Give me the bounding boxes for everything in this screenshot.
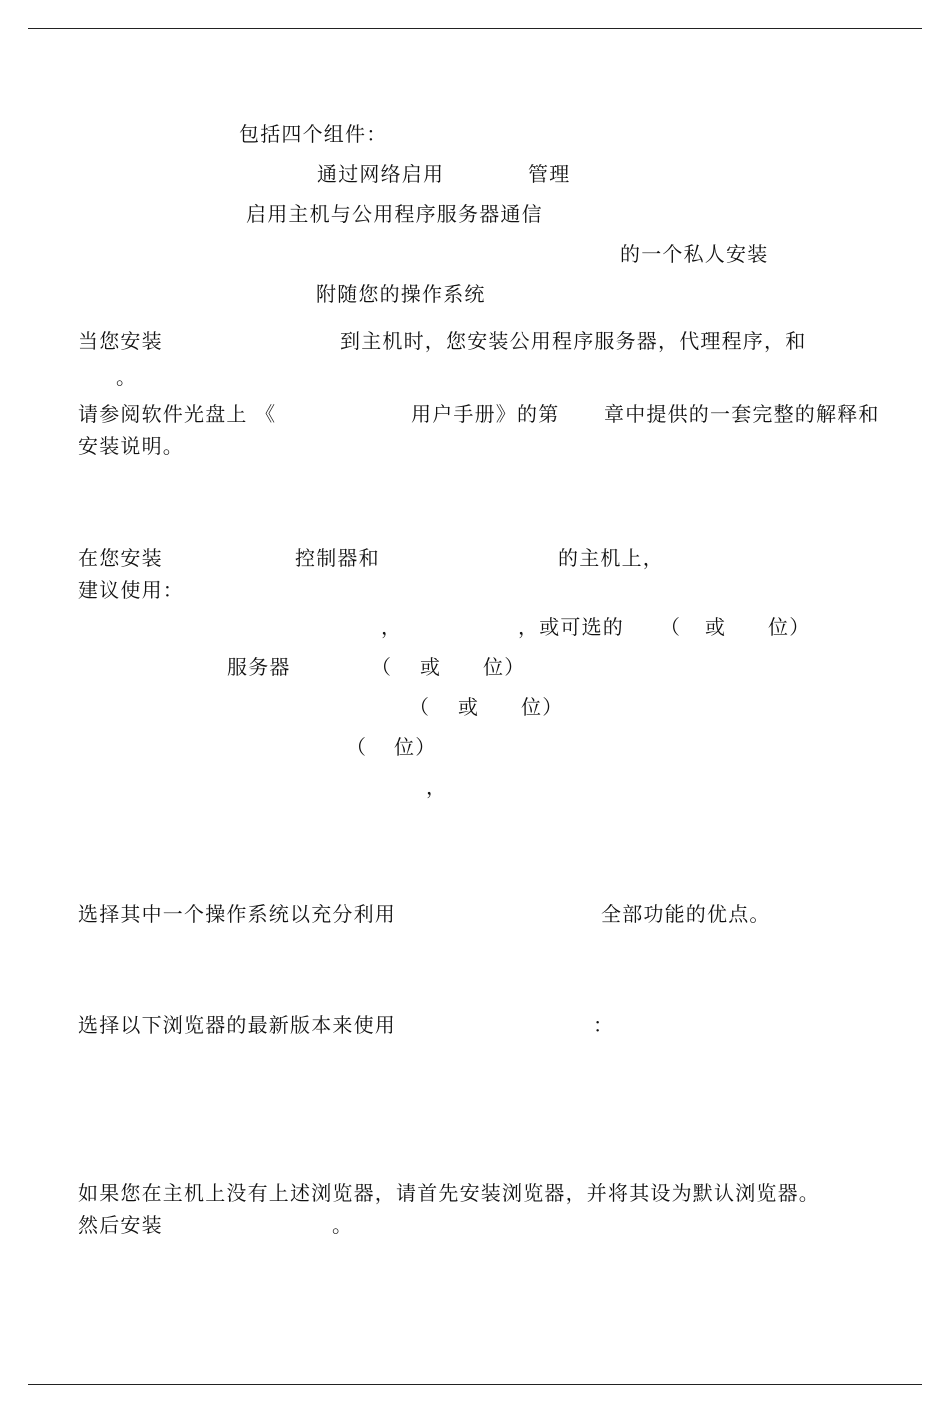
- req-os-4-paren: （: [346, 735, 368, 759]
- then-install-text: 然后安装: [78, 1213, 163, 1237]
- req-os-2-server: 服务器: [227, 655, 291, 679]
- requirements-intro-c: 的主机上，: [558, 546, 664, 570]
- req-os-1-optional: ，或可选的: [518, 615, 624, 639]
- req-os-3-paren: （: [409, 695, 431, 719]
- os-choice-benefit: 全部功能的优点。: [601, 902, 771, 926]
- footer-rule: [28, 1384, 922, 1385]
- manual-reference-start: 请参阅软件光盘上 《: [78, 402, 277, 426]
- req-os-3-bit: 位）: [521, 695, 564, 719]
- browser-choice-text: 选择以下浏览器的最新版本来使用: [78, 1013, 396, 1037]
- req-os-2-or: 或: [420, 655, 442, 679]
- components-intro: 包括四个组件：: [239, 122, 388, 146]
- component-item-2: 启用主机与公用程序服务器通信: [246, 202, 543, 226]
- req-os-1-paren: （: [660, 615, 682, 639]
- req-os-1-or: 或: [705, 615, 727, 639]
- browser-choice-colon: ：: [593, 1013, 615, 1037]
- manual-reference-chapter: 章中提供的一套完整的解释和: [604, 402, 880, 426]
- component-item-4: 附随您的操作系统: [316, 282, 486, 306]
- req-os-1-bit: 位）: [768, 615, 811, 639]
- os-choice-text: 选择其中一个操作系统以充分利用: [78, 902, 396, 926]
- requirements-intro-b: 控制器和: [295, 546, 380, 570]
- install-text-start: 当您安装: [78, 329, 163, 353]
- manual-reference-end: 安装说明。: [78, 434, 184, 458]
- component-item-3: 的一个私人安装: [620, 242, 769, 266]
- req-os-2-bit: 位）: [483, 655, 526, 679]
- req-os-4-bit: 位）: [394, 735, 437, 759]
- install-text-end: 。: [116, 365, 138, 389]
- header-rule: [28, 28, 922, 29]
- manual-reference-title: 用户手册》的第: [411, 402, 560, 426]
- req-os-2-paren: （: [371, 655, 393, 679]
- req-os-5-comma: ，: [426, 775, 448, 799]
- requirements-recommend: 建议使用：: [78, 578, 184, 602]
- req-os-1-comma: ，: [381, 615, 403, 639]
- component-item-1-suffix: 管理: [528, 162, 571, 186]
- requirements-intro-a: 在您安装: [78, 546, 163, 570]
- req-os-3-or: 或: [458, 695, 480, 719]
- browser-install-note: 如果您在主机上没有上述浏览器，请首先安装浏览器，并将其设为默认浏览器。: [78, 1181, 820, 1205]
- install-text-rest: 到主机时，您安装公用程序服务器，代理程序，和: [340, 329, 807, 353]
- then-install-end: 。: [332, 1213, 354, 1237]
- component-item-1: 通过网络启用: [317, 162, 445, 186]
